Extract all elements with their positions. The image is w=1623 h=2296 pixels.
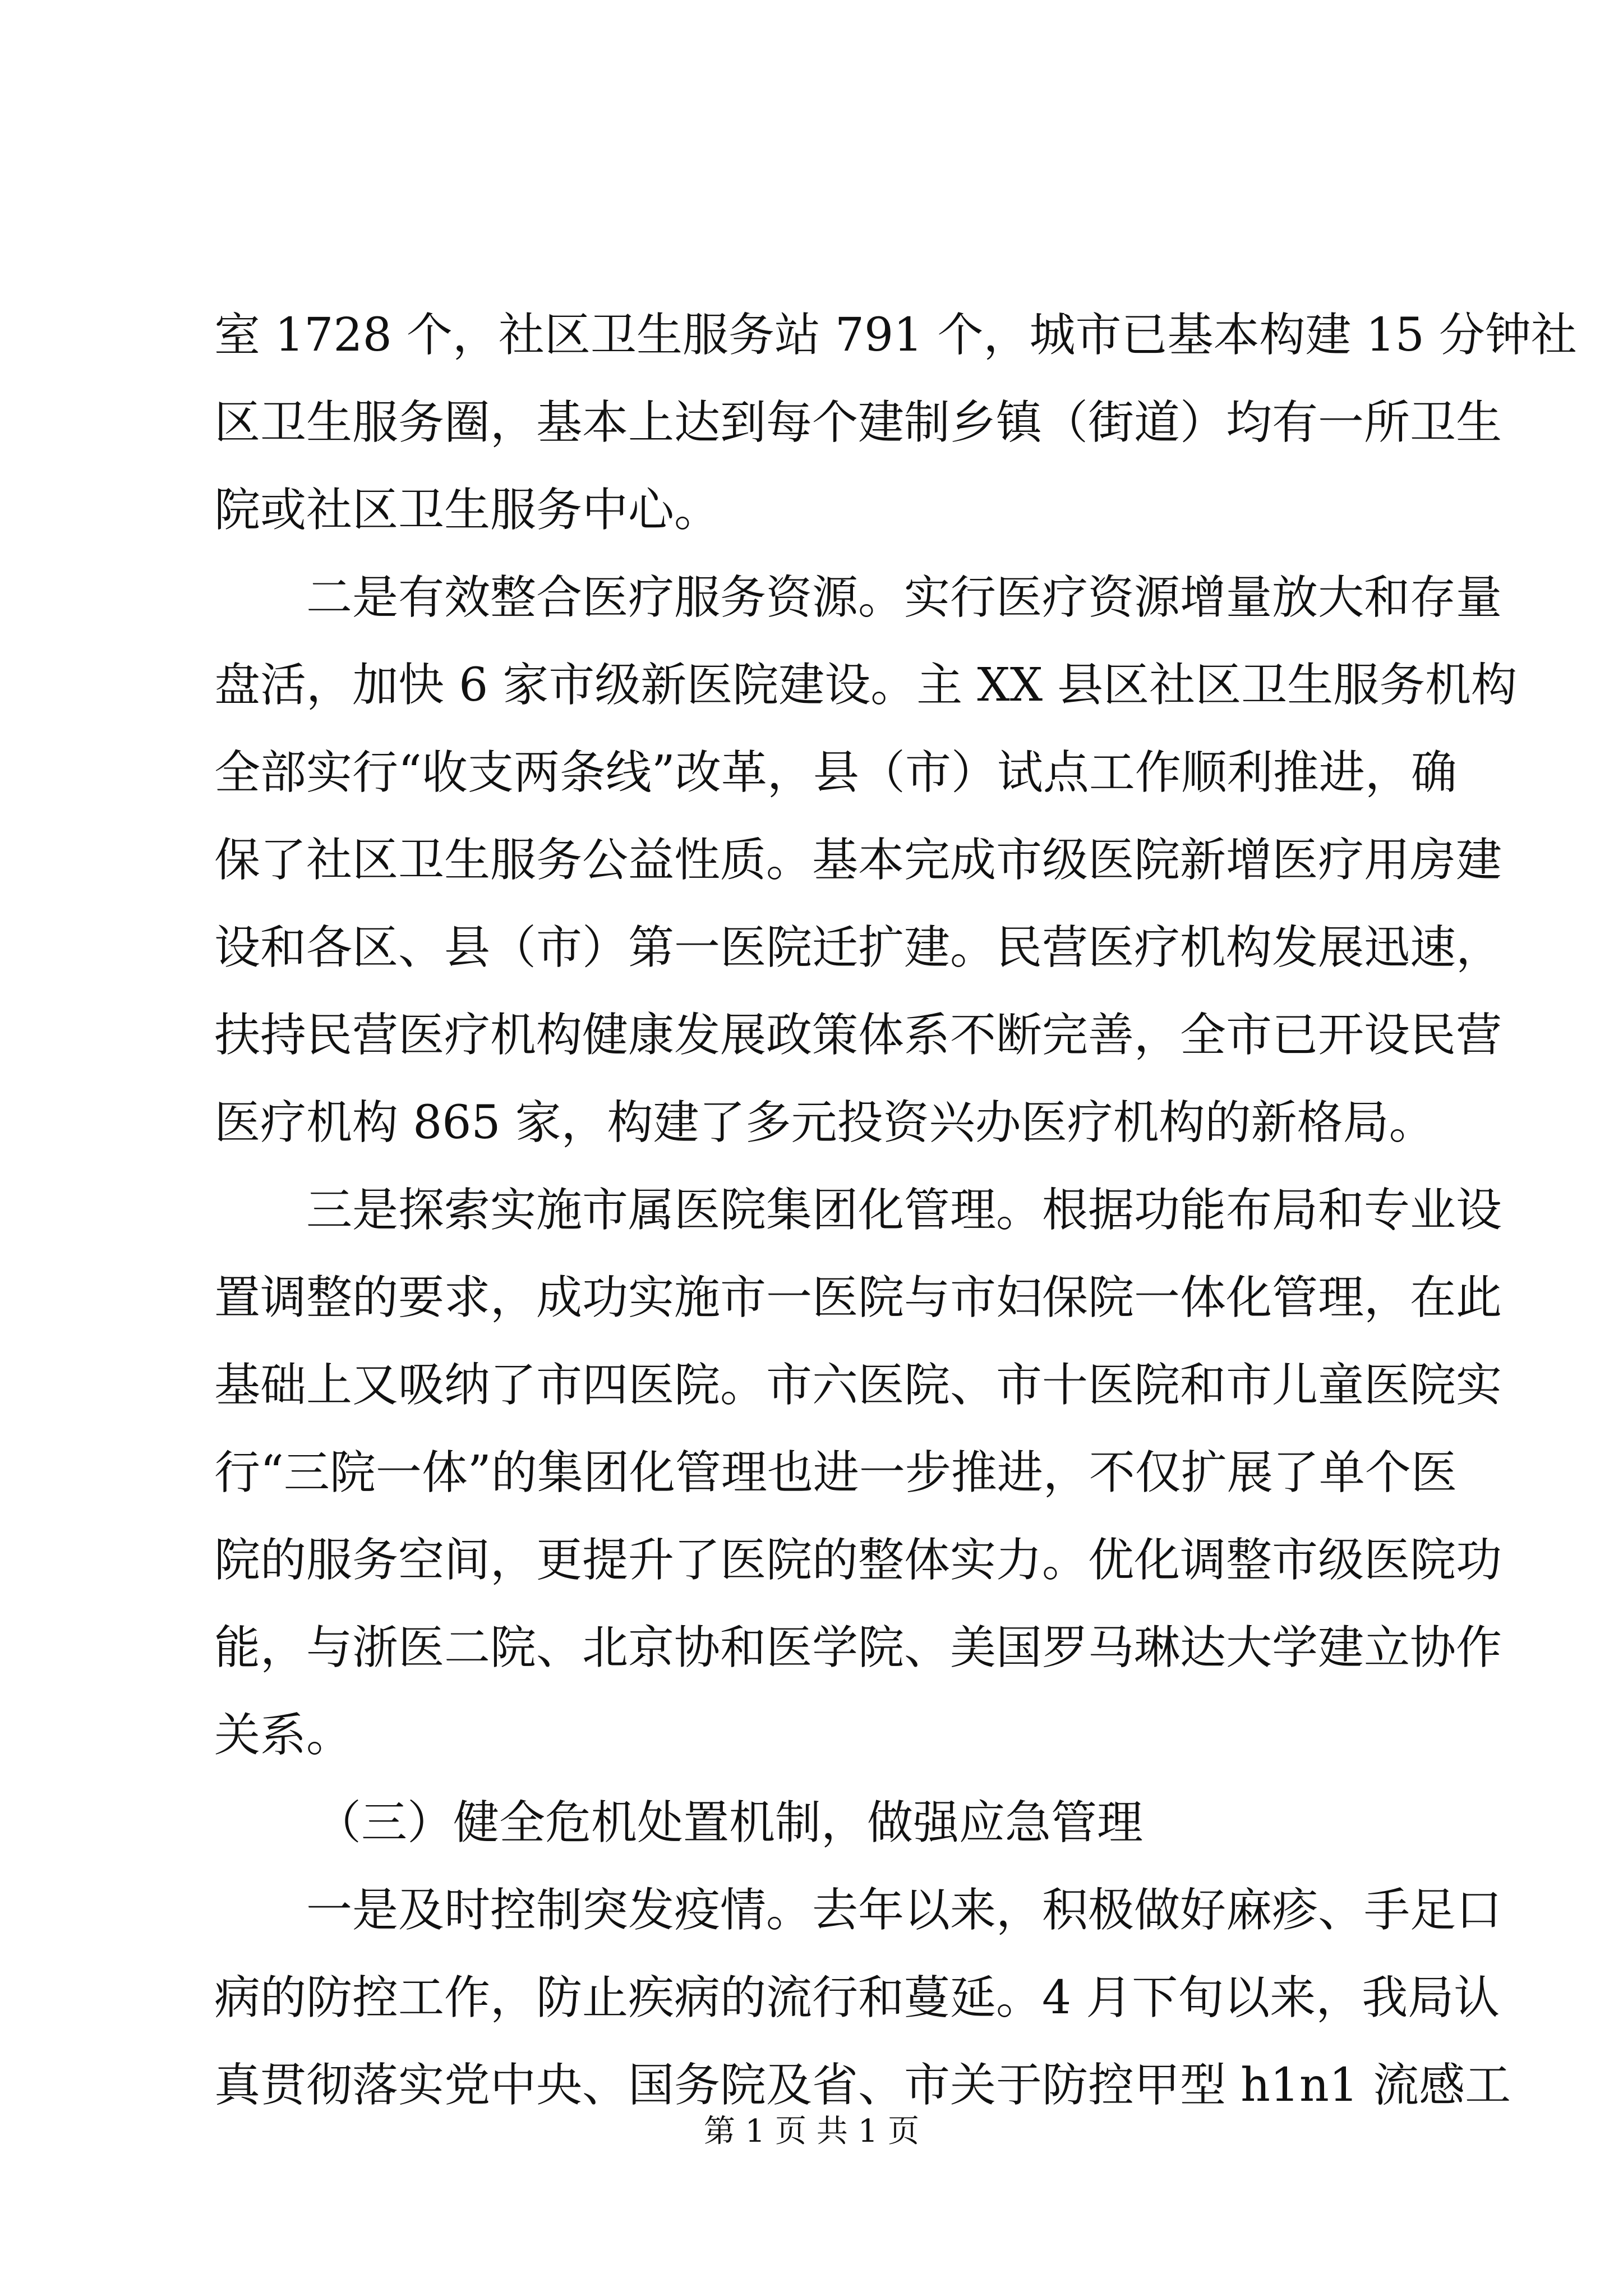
text-line: 扶持民营医疗机构健康发展政策体系不断完善，全市已开设民营 <box>214 1009 1502 1062</box>
page-number: 第 1 页 共 1 页 <box>703 2113 920 2150</box>
text-line: 院或社区卫生服务中心。 <box>214 484 721 537</box>
text-line: 设和各区、县（市）第一医院迁扩建。民营医疗机构发展迅速， <box>214 921 1502 974</box>
text-line: 一是及时控制突发疫情。去年以来，积极做好麻疹、手足口 <box>306 1884 1502 1937</box>
text-line: 室 1728 个，社区卫生服务站 791 个，城市已基本构建 15 分钟社 <box>214 309 1577 362</box>
text-line: 院的服务空间，更提升了医院的整体实力。优化调整市级医院功 <box>214 1534 1502 1587</box>
text-line: 病的防控工作，防止疾病的流行和蔓延。4 月下旬以来，我局认 <box>214 1971 1500 2024</box>
text-line: 保了社区卫生服务公益性质。基本完成市级医院新增医疗用房建 <box>214 834 1502 887</box>
text-line: 能，与浙医二院、北京协和医学院、美国罗马琳达大学建立协作 <box>214 1621 1502 1674</box>
text-line: 三是探索实施市属医院集团化管理。根据功能布局和专业设 <box>306 1184 1502 1237</box>
text-line: 二是有效整合医疗服务资源。实行医疗资源增量放大和存量 <box>306 571 1502 624</box>
text-line: 置调整的要求，成功实施市一医院与市妇保院一体化管理，在此 <box>214 1271 1502 1324</box>
text-line: 盘活，加快 6 家市级新医院建设。主 XX 县区社区卫生服务机构 <box>214 659 1518 712</box>
document-body <box>214 292 1577 2129</box>
text-line: 真贯彻落实党中央、国务院及省、市关于防控甲型 h1n1 流感工 <box>214 2059 1511 2112</box>
text-line: 医疗机构 865 家，构建了多元投资兴办医疗机构的新格局。 <box>214 1096 1435 1149</box>
text-line: 基础上又吸纳了市四医院。市六医院、市十医院和市儿童医院实 <box>214 1359 1502 1412</box>
text-line: 全部实行“收支两条线”改革，县（市）试点工作顺利推进，确 <box>214 746 1457 799</box>
text-line: 区卫生服务圈，基本上达到每个建制乡镇（街道）均有一所卫生 <box>214 396 1502 449</box>
text-line: （三）健全危机处置机制，做强应急管理 <box>315 1796 1144 1849</box>
text-line: 关系。 <box>214 1709 353 1762</box>
text-line: 行“三院一体”的集团化管理也进一步推进，不仅扩展了单个医 <box>214 1446 1457 1499</box>
page-footer <box>0 2109 1623 2154</box>
